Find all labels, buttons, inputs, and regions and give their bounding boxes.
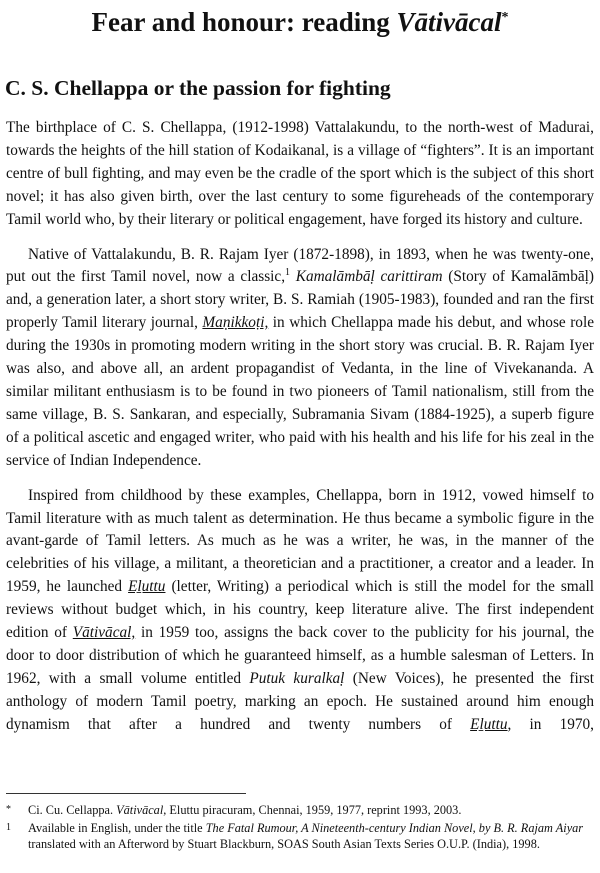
footnote-1-work-title: The Fatal Rumour, A Nineteenth-century Indian Novel, by B. R. Rajam Aiyar: [205, 820, 584, 835]
paragraph-3-text-a: Inspired from childhood by these examples, Chellappa, born in 1912, vowed himself to Tamil literature with as much talent as determination. He thus became a symbolic figure in the avant-garde of Tamil letters. As much as he was a writer, he was, in the manner of the celebrities of his village, a militant, a theoretician and a practitioner, a creator and a leader. In 1959, he launched: [6, 486, 594, 596]
section-heading: C. S. Chellappa or the passion for fighting: [5, 76, 391, 100]
chapter-title-work: Vātivācal: [396, 7, 502, 37]
paragraph-3-work-title-2: Vātivācal,: [72, 624, 136, 642]
footnote-star: [6, 803, 594, 819]
footnotes: [6, 803, 594, 852]
paragraph-3-work-title-3: Putuk kuralkaḷ: [249, 669, 345, 687]
footnote-star-work-title: Vātivācal: [116, 803, 164, 817]
paragraph-3-text-d: (New Voices), he presented the first anthology of modern Tamil poetry, marking an epoch. He sustained around him enough dynamism that after a hundred and twenty numbers of: [6, 669, 595, 733]
paragraph-2-text-a: Native of Vattalakundu, B. R. Rajam Iyer (1872-1898), in 1893, when he was twenty-one, put out the first Tamil novel, now a classic,: [6, 245, 594, 286]
paragraph-3-text-e: , in 1970,: [507, 715, 594, 733]
chapter-title: [0, 6, 600, 38]
paragraph-3: [6, 485, 594, 737]
paragraph-1: The birthplace of C. S. Chellappa, (1912-1998) Vattalakundu, to the north-west of Madurai, towards the heights of the hill station of Kodaikanal, is a village of “fighters”. It is an important centre of bull fighting, and may even be the cradle of the sport which is the subject of this short novel; it has also given birth, over the last century to some figureheads of the contemporary Tamil world who, by their literary or political engagement, have forged its history and culture.: [6, 119, 594, 228]
paragraph-2-text-c: (Story of Kamalāmbāḷ) and, a generation later, a short story writer, B. S. Ramiah (1905-1983), founded and ran the first properly Tamil literary journal,: [6, 268, 594, 332]
footnote-divider: [6, 793, 246, 794]
body-text: [6, 117, 594, 737]
paragraph-2-text-d: in which Chellappa made his debut, and whose role during the 1930s in promoting modern writing in the short story was crucial. B. R. Rajam Iyer was also, and above all, an ardent propagandist of Vedanta, in the line of Vivekananda. A similar militant enthusiasm is to be found in two pioneers of Tamil nationalism, still from the same village, B. S. Sankaran, and especially, Subramania Sivam (1884-1925), a superb figure of a political ascetic and engaged writer, who paid with his health and his life for his zeal in the service of Indian Independence.: [6, 314, 594, 469]
footnote-1-text-a: Available in English, under the title: [28, 820, 206, 835]
paragraph-3-work-title-1: Eḻuttu: [128, 578, 166, 596]
paragraph-2-work-title-2: Maṇikkoṭi,: [202, 314, 269, 332]
footnote-star-text-b: , Eluttu piracuram, Chennai, 1959, 1977, reprint 1993, 2003.: [163, 803, 462, 817]
footnote-star-text-a: Ci. Cu. Cellappa.: [28, 803, 117, 817]
footnote-1-mark: 1: [6, 821, 11, 833]
footnote-ref-1: 1: [285, 267, 291, 279]
chapter-title-text: Fear and honour: reading: [91, 7, 397, 37]
paragraph-3-text-b: (letter, Writing) a periodical which is still the model for the small reviews without budget which, in his country, keep literature alive. The first independent edition of: [6, 578, 594, 642]
chapter-title-footnote-mark: *: [501, 10, 509, 25]
footnote-1: [6, 821, 594, 853]
paragraph-3-text-c: in 1959 too, assigns the back cover to the publicity for his journal, the door to door distribution of which he guaranteed himself, as a humble salesman of Letters. In 1962, with a small volume entitled: [6, 624, 594, 687]
footnote-1-text-b: translated with an Afterword by Stuart Blackburn, SOAS South Asian Texts Series O.U.P. (India), 1998.: [28, 836, 540, 851]
footnote-star-mark: *: [6, 804, 11, 815]
paragraph-3-work-title-4: Eḻuttu: [470, 715, 508, 733]
paragraph-2-work-title-1: Kamalāmbāḷ carittiram: [295, 268, 443, 286]
paragraph-2: [6, 244, 594, 473]
